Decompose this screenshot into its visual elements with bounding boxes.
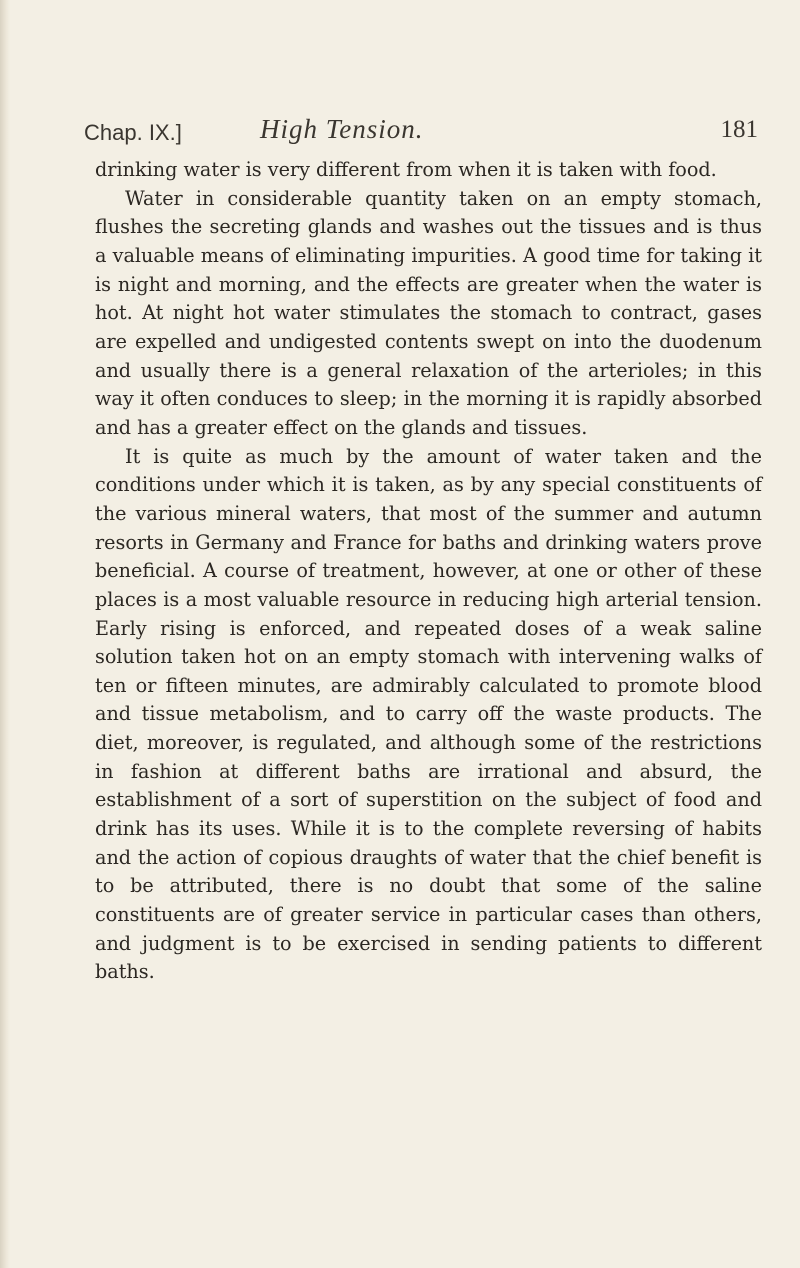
chapter-label: Chap. IX.] <box>84 120 182 145</box>
paragraph-continuation: drinking water is very different from when it is taken with food. <box>95 158 717 181</box>
page-number: 181 <box>720 116 758 143</box>
page-binding-edge <box>0 0 10 1268</box>
page-header <box>84 114 758 150</box>
paragraph-mineral-waters: It is quite as much by the amount of water taken and the conditions under which it is taken, as by any special constituents of the various mineral waters, that most of the summer and autumn resorts in Germany and France for baths and drinking waters prove beneficial. A course of treatment, however, at one or other of these places is a most valuable resource in reducing high arterial tension. Early rising is enforced, and repeated doses of a weak saline solution taken hot on an empty stomach with intervening walks of ten or fifteen minutes, are admirably calculated to promote blood and tissue metabolism, and to carry off the waste products. The diet, moreover, is regulated, and although some of the restrictions in fashion at different baths are irrational and absurd, the establishment of a sort of superstition on the subject of food and drink has its uses. While it is to the complete reversing of habits and the action of copious draughts of water that the chief benefit is to be attributed, there is no doubt that some of the saline constituents are of greater service in particular cases than others, and judgment is to be exercised in sending patients to different baths. <box>95 444 762 984</box>
running-title: High Tension. <box>260 114 424 144</box>
paragraph-water-empty-stomach: Water in considerable quantity taken on an empty stomach, flushes the secreting glands and washes out the tissues and is thus a valuable means of eliminating impurities. A good time for taking it is night and morning, and the effects are greater when the water is hot. At night hot water stimulates the stomach to contract, gases are expelled and undigested contents swept on into the duodenum and usually there is a general relaxation of the arterioles; in this way it often conduces to sleep; in the morning it is rapidly absorbed and has a greater effect on the glands and tissues. <box>95 186 762 439</box>
page-body <box>95 156 762 987</box>
